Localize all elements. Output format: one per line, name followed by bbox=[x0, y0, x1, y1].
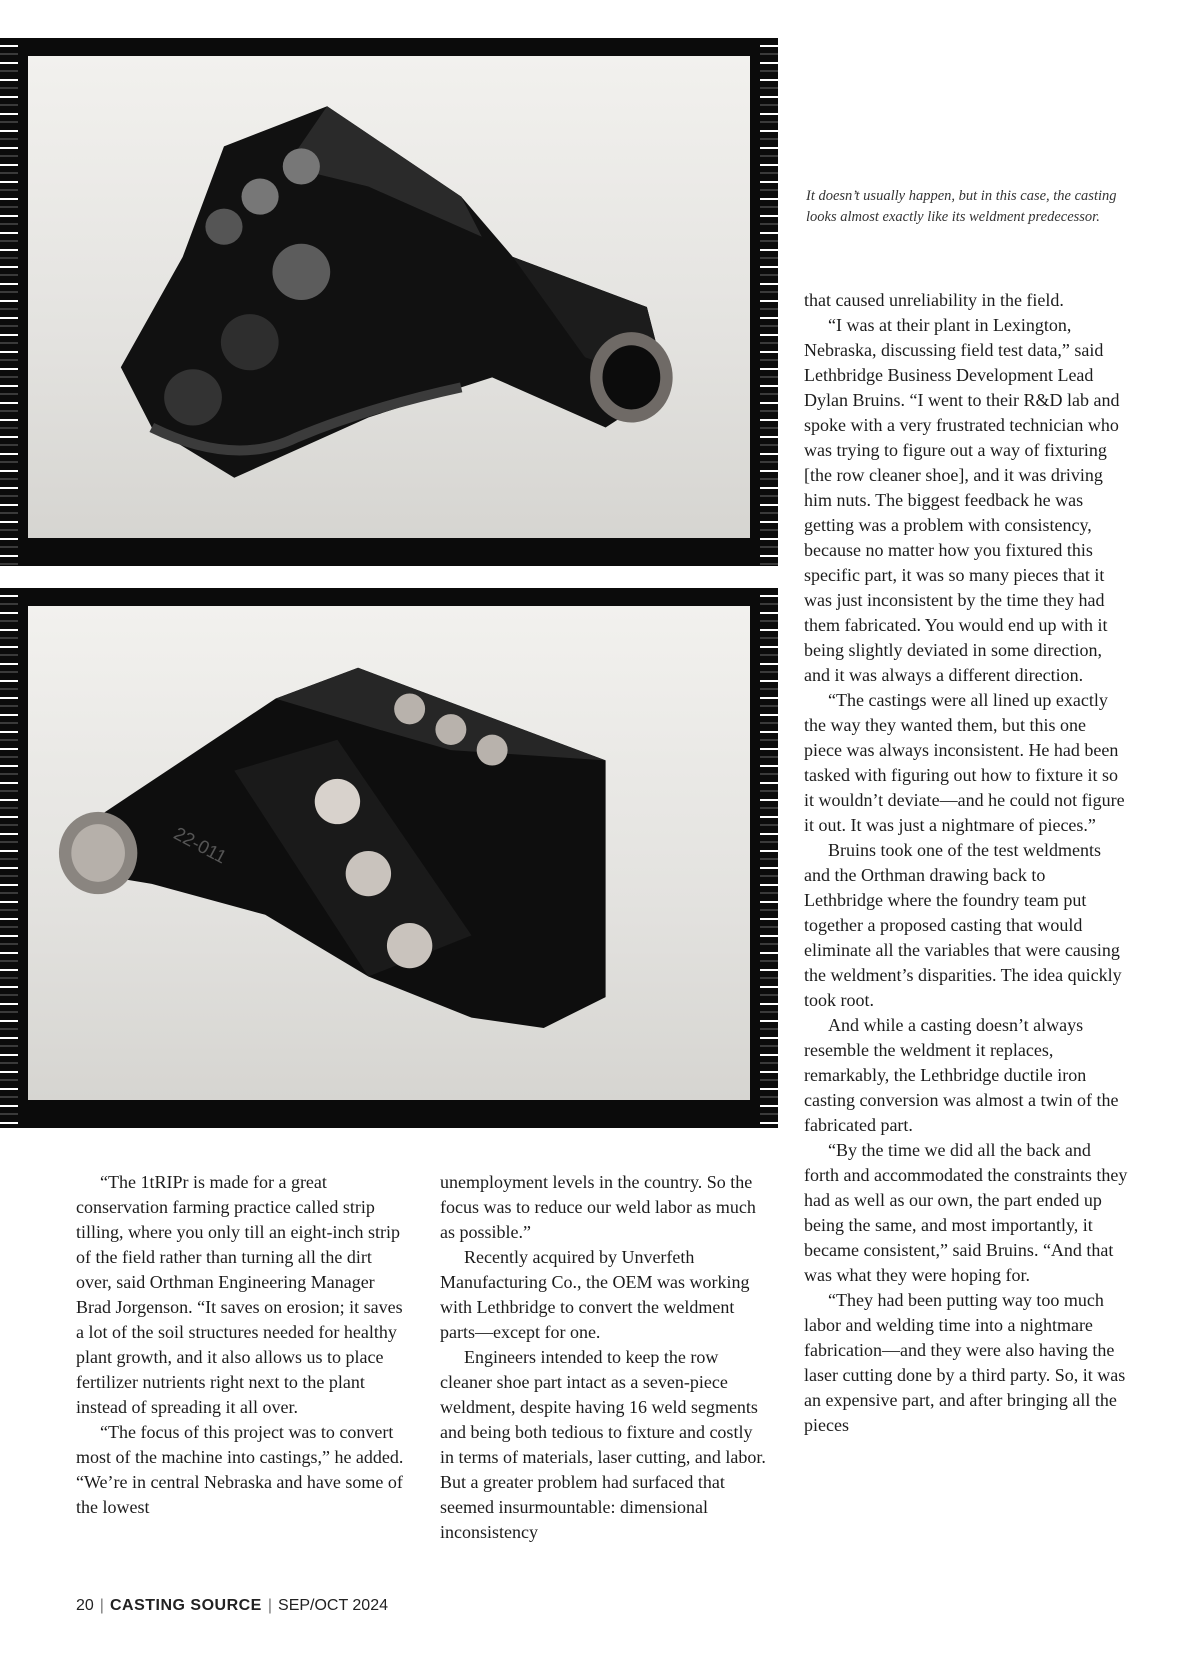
part-marking: 22-011 bbox=[170, 822, 231, 868]
casting-part-illustration bbox=[28, 606, 750, 1100]
page-number: 20 bbox=[76, 1597, 94, 1614]
paragraph: “I was at their plant in Lexington, Nebraska, discussing field test data,” said Lethbridge Business Development Lead Dylan Bruins. “I went to their R&D lab and spoke with a very frustrated technician who was trying to figure out a way of fixturing [the row cleaner shoe], and it was driving him nuts. The biggest feedback he was getting was a problem with consistency, because no matter how you fixtured this specific part, it was so many pieces that it was just inconsistent by the time they had them fabricated. You would end up with it being slightly deviated in some direction, and it was always a different direction. bbox=[804, 315, 1120, 685]
paragraph: that caused unreliability in the field. bbox=[804, 290, 1064, 310]
article-column-right bbox=[804, 288, 1128, 1438]
casting-photo bbox=[0, 588, 778, 1128]
weldment-part-illustration bbox=[28, 56, 750, 538]
paragraph: Engineers intended to keep the row cleaner shoe part intact as a seven-piece weldment, despite having 16 weld segments and being both tedious to fixture and costly in terms of materials, laser cutting, and labor. But a greater problem had surfaced that seemed insurmountable: dimensional inconsistency bbox=[440, 1347, 766, 1542]
casting-photo-image bbox=[28, 606, 750, 1100]
paragraph: unemployment levels in the country. So the focus was to reduce our weld labor as much as possible.” bbox=[440, 1172, 756, 1242]
paragraph: “By the time we did all the back and forth and accommodated the constraints they had as well as our own, the part ended up being the same, and most importantly, it became consistent,” said Bruins. “And that was what they were hoping for. bbox=[804, 1140, 1128, 1285]
paragraph: “The 1tRIPr is made for a great conservation farming practice called strip tilling, where you only till an eight-inch strip of the field rather than turning all the dirt over, said Orthman Engineering Manager Brad Jorgenson. “It saves on erosion; it saves a lot of the soil structures needed for healthy plant growth, and it also allows us to place fertilizer nutrients right next to the plant instead of spreading it all over. bbox=[76, 1172, 403, 1417]
magazine-name: CASTING SOURCE bbox=[109, 1597, 262, 1614]
paragraph: “The focus of this project was to convert most of the machine into castings,” he added. “We’re in central Nebraska and have some of the lowest bbox=[76, 1422, 404, 1517]
paragraph: “The castings were all lined up exactly the way they wanted them, but this one piece was always inconsistent. He had been tasked with figuring out how to fixture it so it wouldn’t deviate—and he could not figure it out. It was just a nightmare of pieces.” bbox=[804, 690, 1125, 835]
weldment-photo bbox=[0, 38, 778, 566]
weldment-photo-image bbox=[28, 56, 750, 538]
article-column-left bbox=[76, 1170, 406, 1520]
paragraph: “They had been putting way too much labor and welding time into a nightmare fabrication—and they were also having the laser cutting done by a third party. So, it was an expensive part, and after bringing all the pieces bbox=[804, 1290, 1126, 1435]
paragraph: Recently acquired by Unverfeth Manufacturing Co., the OEM was working with Lethbridge to convert the weldment parts—except for one. bbox=[440, 1247, 750, 1342]
page-footer: 20 | CASTING SOURCE | SEP/OCT 2024 bbox=[76, 1597, 388, 1614]
photo-caption: It doesn’t usually happen, but in this case, the casting looks almost exactly like its weldment predecessor. bbox=[806, 188, 1117, 225]
article-column-middle bbox=[440, 1170, 768, 1545]
issue-date: SEP/OCT 2024 bbox=[278, 1597, 388, 1614]
paragraph: And while a casting doesn’t always resemble the weldment it replaces, remarkably, the Lethbridge ductile iron casting conversion was almost a twin of the fabricated part. bbox=[804, 1015, 1119, 1135]
paragraph: Bruins took one of the test weldments and the Orthman drawing back to Lethbridge where the foundry team put together a proposed casting that would eliminate all the variables that were causing the weldment’s disparities. The idea quickly took root. bbox=[804, 840, 1122, 1010]
